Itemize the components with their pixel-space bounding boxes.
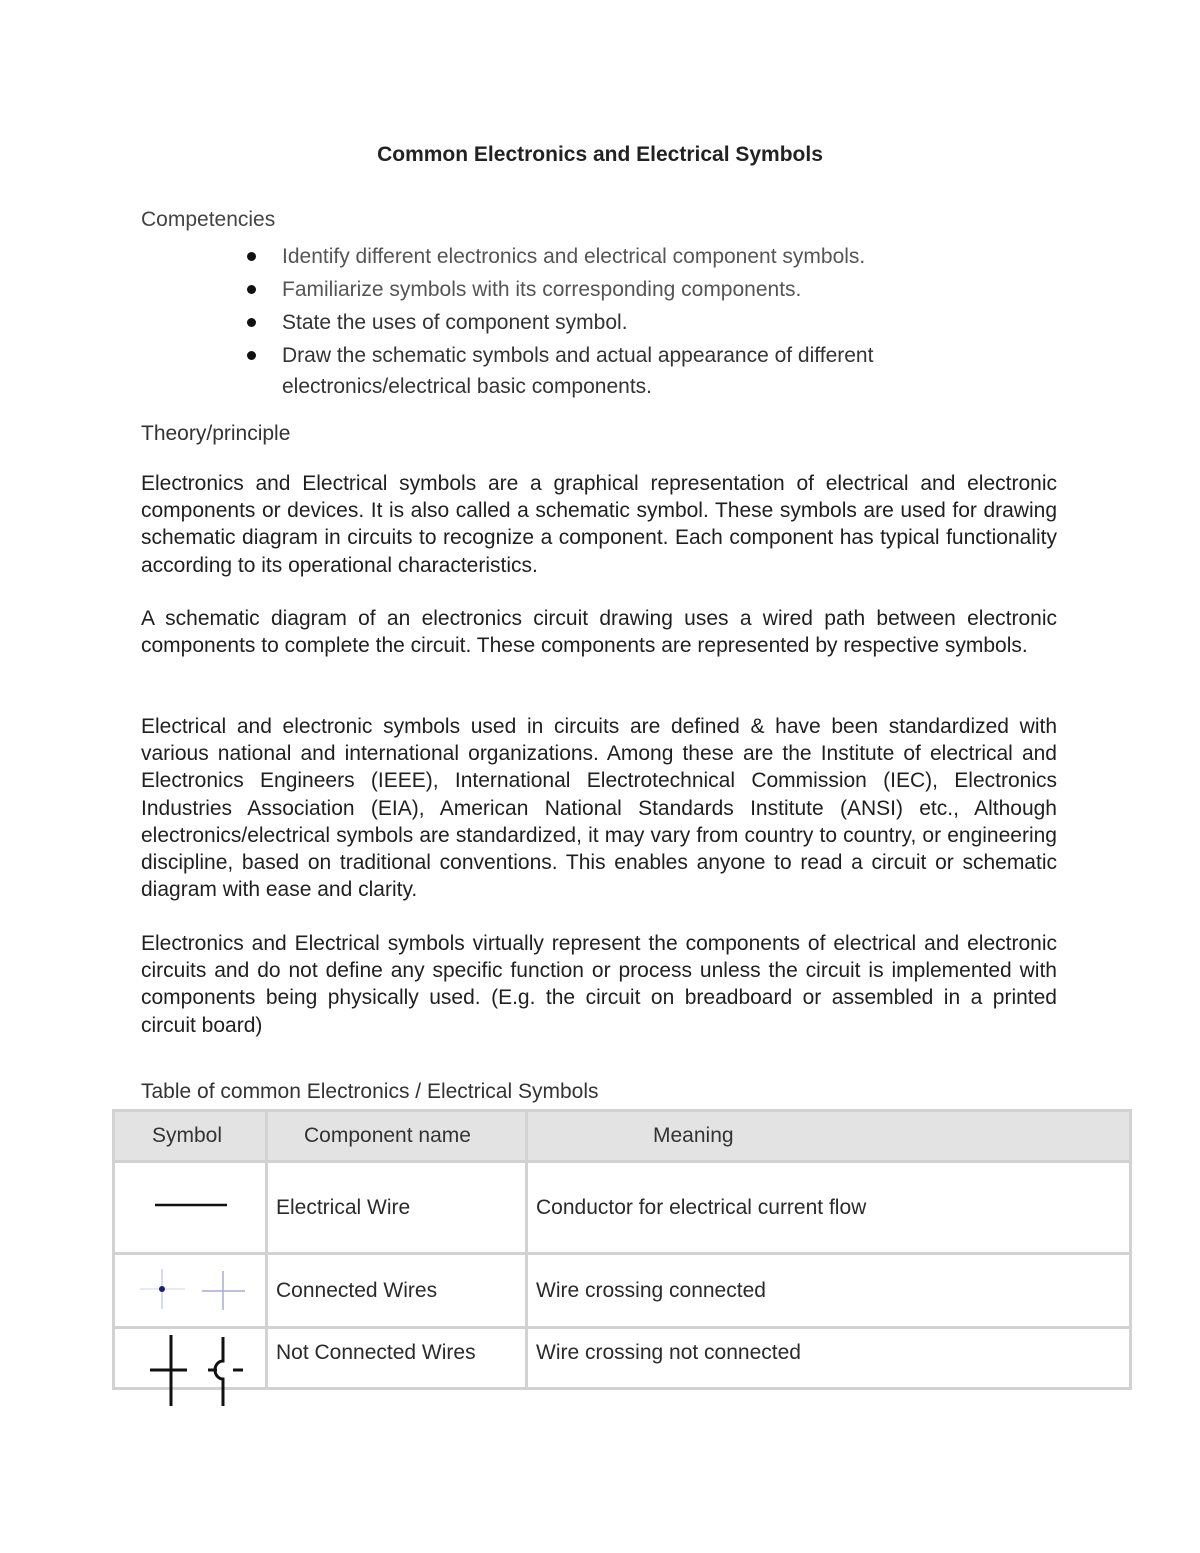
- meaning-cell: Wire crossing connected: [527, 1254, 1131, 1328]
- meaning-cell: Wire crossing not connected: [527, 1328, 1131, 1389]
- paragraph: A schematic diagram of an electronics circuit drawing uses a wired path between electronic components to complete the circuit. These components are represented by respective symbols.: [141, 607, 1057, 658]
- paragraph: Electrical and electronic symbols used in circuits are defined & have been standardized with various national and international organizations. Among these are the Institute of electrical and Electronics Engineers (IEEE), International Electrotechnical Commission (IEC), Electronics Industries Association (EIA), American National Standards Institute (ANSI) etc., Although electronics/electrical symbols are standardized, it may vary from country to country, or engineering discipline, based on traditional conventions. This enables anyone to read a circuit or schematic diagram with ease and clarity.: [141, 715, 1057, 902]
- electrical-wire-icon: [115, 1163, 265, 1252]
- competencies-heading: Competencies: [141, 208, 276, 231]
- list-item: [141, 307, 1041, 338]
- bullet-icon: [247, 285, 256, 294]
- list-item-text: Draw the schematic symbols and actual appearance of different electronics/electrical basic components.: [282, 344, 874, 398]
- table-row: [114, 1328, 1131, 1389]
- list-item-text: State the uses of component symbol.: [282, 311, 628, 334]
- connected-wires-icon: [115, 1255, 265, 1326]
- table-caption: Table of common Electronics / Electrical Symbols: [141, 1080, 599, 1103]
- not-connected-wires-icon: [115, 1329, 265, 1375]
- bullet-icon: [247, 318, 256, 327]
- header-component-name: Component name: [267, 1111, 527, 1162]
- bullet-icon: [247, 252, 256, 261]
- document-title: Common Electronics and Electrical Symbols: [377, 143, 823, 166]
- symbols-table: [112, 1109, 1132, 1390]
- table-header-row: [114, 1111, 1131, 1162]
- paragraph: Electronics and Electrical symbols are a graphical representation of electrical and electronic components or devices. It is also called a schematic symbol. These symbols are used for drawing schematic diagram in circuits to recognize a component. Each component has typical functionality according to its operational characteristics.: [141, 472, 1057, 577]
- table-row: [114, 1254, 1131, 1328]
- paragraph: Electronics and Electrical symbols virtually represent the components of electrical and electronic circuits and do not define any specific function or process unless the circuit is implemented with components being physically used. (E.g. the circuit on breadboard or assembled in a printed circuit board): [141, 932, 1057, 1037]
- header-meaning: Meaning: [527, 1111, 1131, 1162]
- list-item: [141, 340, 1041, 402]
- competencies-list: [141, 241, 1041, 404]
- symbol-cell: [114, 1254, 267, 1328]
- component-name-cell: Electrical Wire: [267, 1162, 527, 1254]
- list-item: [141, 241, 1041, 272]
- bullet-icon: [247, 351, 256, 360]
- list-item: [141, 274, 1041, 305]
- table-row: [114, 1162, 1131, 1254]
- component-name-cell: Not Connected Wires: [267, 1328, 527, 1389]
- symbol-cell: [114, 1328, 267, 1389]
- header-symbol: Symbol: [114, 1111, 267, 1162]
- symbol-cell: [114, 1162, 267, 1254]
- theory-heading: Theory/principle: [141, 422, 291, 445]
- component-name-cell: Connected Wires: [267, 1254, 527, 1328]
- list-item-text: Identify different electronics and electrical component symbols.: [282, 245, 866, 268]
- meaning-cell: Conductor for electrical current flow: [527, 1162, 1131, 1254]
- list-item-text: Familiarize symbols with its corresponding components.: [282, 278, 802, 301]
